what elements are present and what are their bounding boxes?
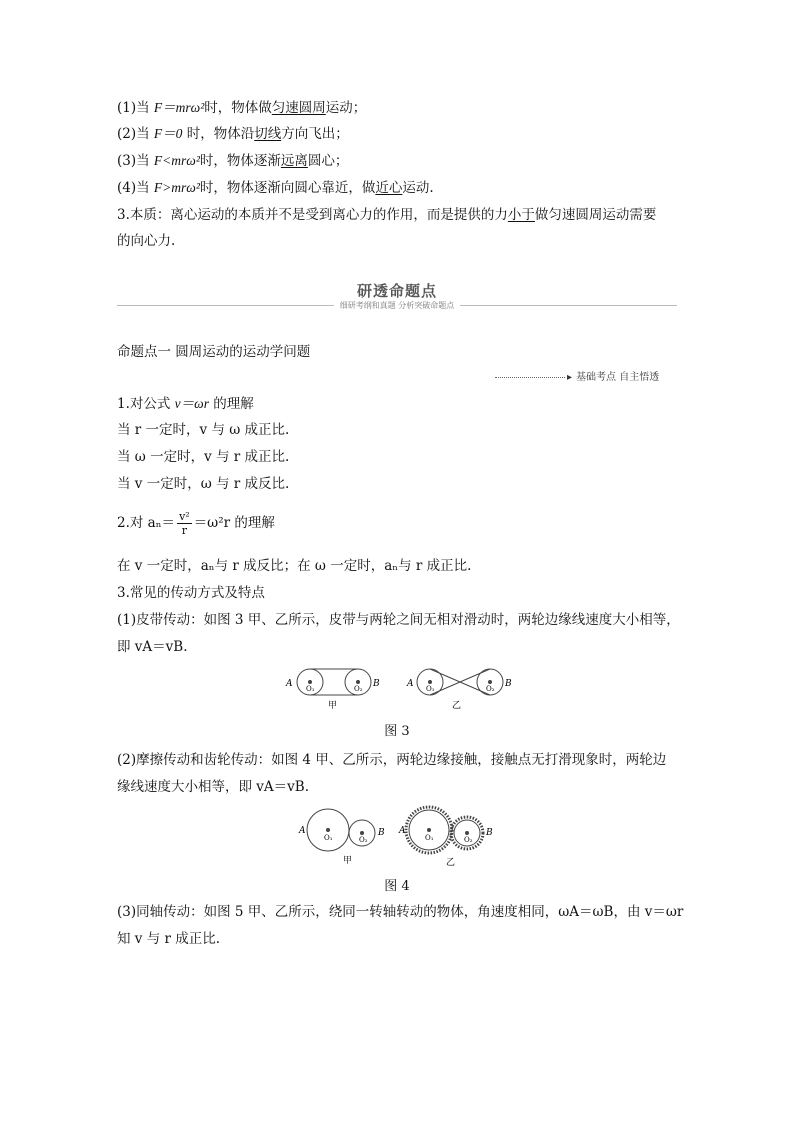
p2-line-1: 在 v 一定时，aₙ与 r 成反比；在 ω 一定时，aₙ与 r 成正比. xyxy=(117,558,472,574)
label-yi: 乙 xyxy=(446,858,456,867)
arrow-icon: ▸ xyxy=(567,372,573,383)
label-o2: O₂ xyxy=(359,836,368,844)
item-1: (1)当 F＝mrω²时，物体做匀速圆周运动； xyxy=(117,100,367,116)
label-a: A xyxy=(407,679,414,689)
label-jia: 甲 xyxy=(343,856,353,866)
p1-line-1: 当 r 一定时，v 与 ω 成正比. xyxy=(117,422,290,438)
section-title: 研透命题点 xyxy=(356,282,437,300)
p2-head: 2.对 aₙ＝ $\frac{\text{v²}}{r}$ ＝ω²r 的理解 xyxy=(117,510,275,537)
p3-head: 3.常见的传动方式及特点 xyxy=(117,585,265,601)
item-5: 3.本质：离心运动的本质并不是受到离心力的作用，而是提供的力小于做匀速圆周运动需要 xyxy=(117,207,657,223)
p1-head: 1.对公式 v＝ωr 的理解 xyxy=(117,396,254,412)
item-2: (2)当 F＝0 时，物体沿切线方向飞出； xyxy=(117,126,349,142)
figure-4 xyxy=(295,805,505,867)
label-b: B xyxy=(373,679,380,689)
label-o2: O₂ xyxy=(486,685,495,693)
label-o2: O₂ xyxy=(464,836,473,844)
section-subtitle: 细研考纲和真题 分析突破命题点 xyxy=(0,300,794,311)
label-a: A xyxy=(286,679,293,689)
coaxial-line-1: (3)同轴传动：如图 5 甲、乙所示，绕同一转轴转动的物体，角速度相同，ωA＝ωB，由 v＝ωr xyxy=(117,904,684,920)
label-o1: O₁ xyxy=(324,834,333,842)
figure-3-caption: 图 3 xyxy=(384,724,410,739)
item-4: (4)当 F>mrω²时，物体逐渐向圆心靠近，做近心运动. xyxy=(117,180,434,196)
item-3: (3)当 F<mrω²时，物体逐渐远离圆心； xyxy=(117,153,349,169)
gear-drive-yi xyxy=(406,807,483,853)
friction-line-2: 缘线速度大小相等，即 vA＝vB. xyxy=(117,779,310,795)
dotted-leader xyxy=(495,377,565,378)
figure-3 xyxy=(280,660,520,712)
item-6: 的向心力. xyxy=(117,233,176,249)
label-o1: O₁ xyxy=(306,685,315,693)
label-yi: 乙 xyxy=(452,701,462,711)
friction-drive-jia xyxy=(307,809,375,851)
friction-line-1: (2)摩擦传动和齿轮传动：如图 4 甲、乙所示，两轮边缘接触，接触点无打滑现象时，两轮边 xyxy=(117,752,667,768)
p1-line-3: 当 v 一定时，ω 与 r 成反比. xyxy=(117,476,290,492)
figure-4-caption: 图 4 xyxy=(384,879,410,894)
label-a: A xyxy=(399,826,406,836)
label-jia: 甲 xyxy=(328,701,338,711)
coaxial-line-2: 知 v 与 r 成正比. xyxy=(117,931,221,947)
p1-line-2: 当 ω 一定时，v 与 r 成正比. xyxy=(117,449,290,465)
label-a: A xyxy=(299,826,306,836)
label-b: B xyxy=(486,828,493,838)
label-b: B xyxy=(378,828,385,838)
label-o2: O₂ xyxy=(354,685,363,693)
topic-title: 命题点一 圆周运动的运动学问题 xyxy=(117,344,311,360)
label-o1: O₁ xyxy=(425,834,434,842)
topic-tag: ▸ 基础考点 自主悟透 xyxy=(495,368,659,383)
label-b: B xyxy=(505,679,512,689)
belt-line-1: (1)皮带传动：如图 3 甲、乙所示，皮带与两轮之间无相对滑动时，两轮边缘线速度大小相等， xyxy=(117,612,680,628)
fraction: $\frac{\text{v²}}{r}$ xyxy=(179,510,190,537)
label-o1: O₁ xyxy=(426,685,435,693)
belt-line-2: 即 vA＝vB. xyxy=(117,639,188,655)
